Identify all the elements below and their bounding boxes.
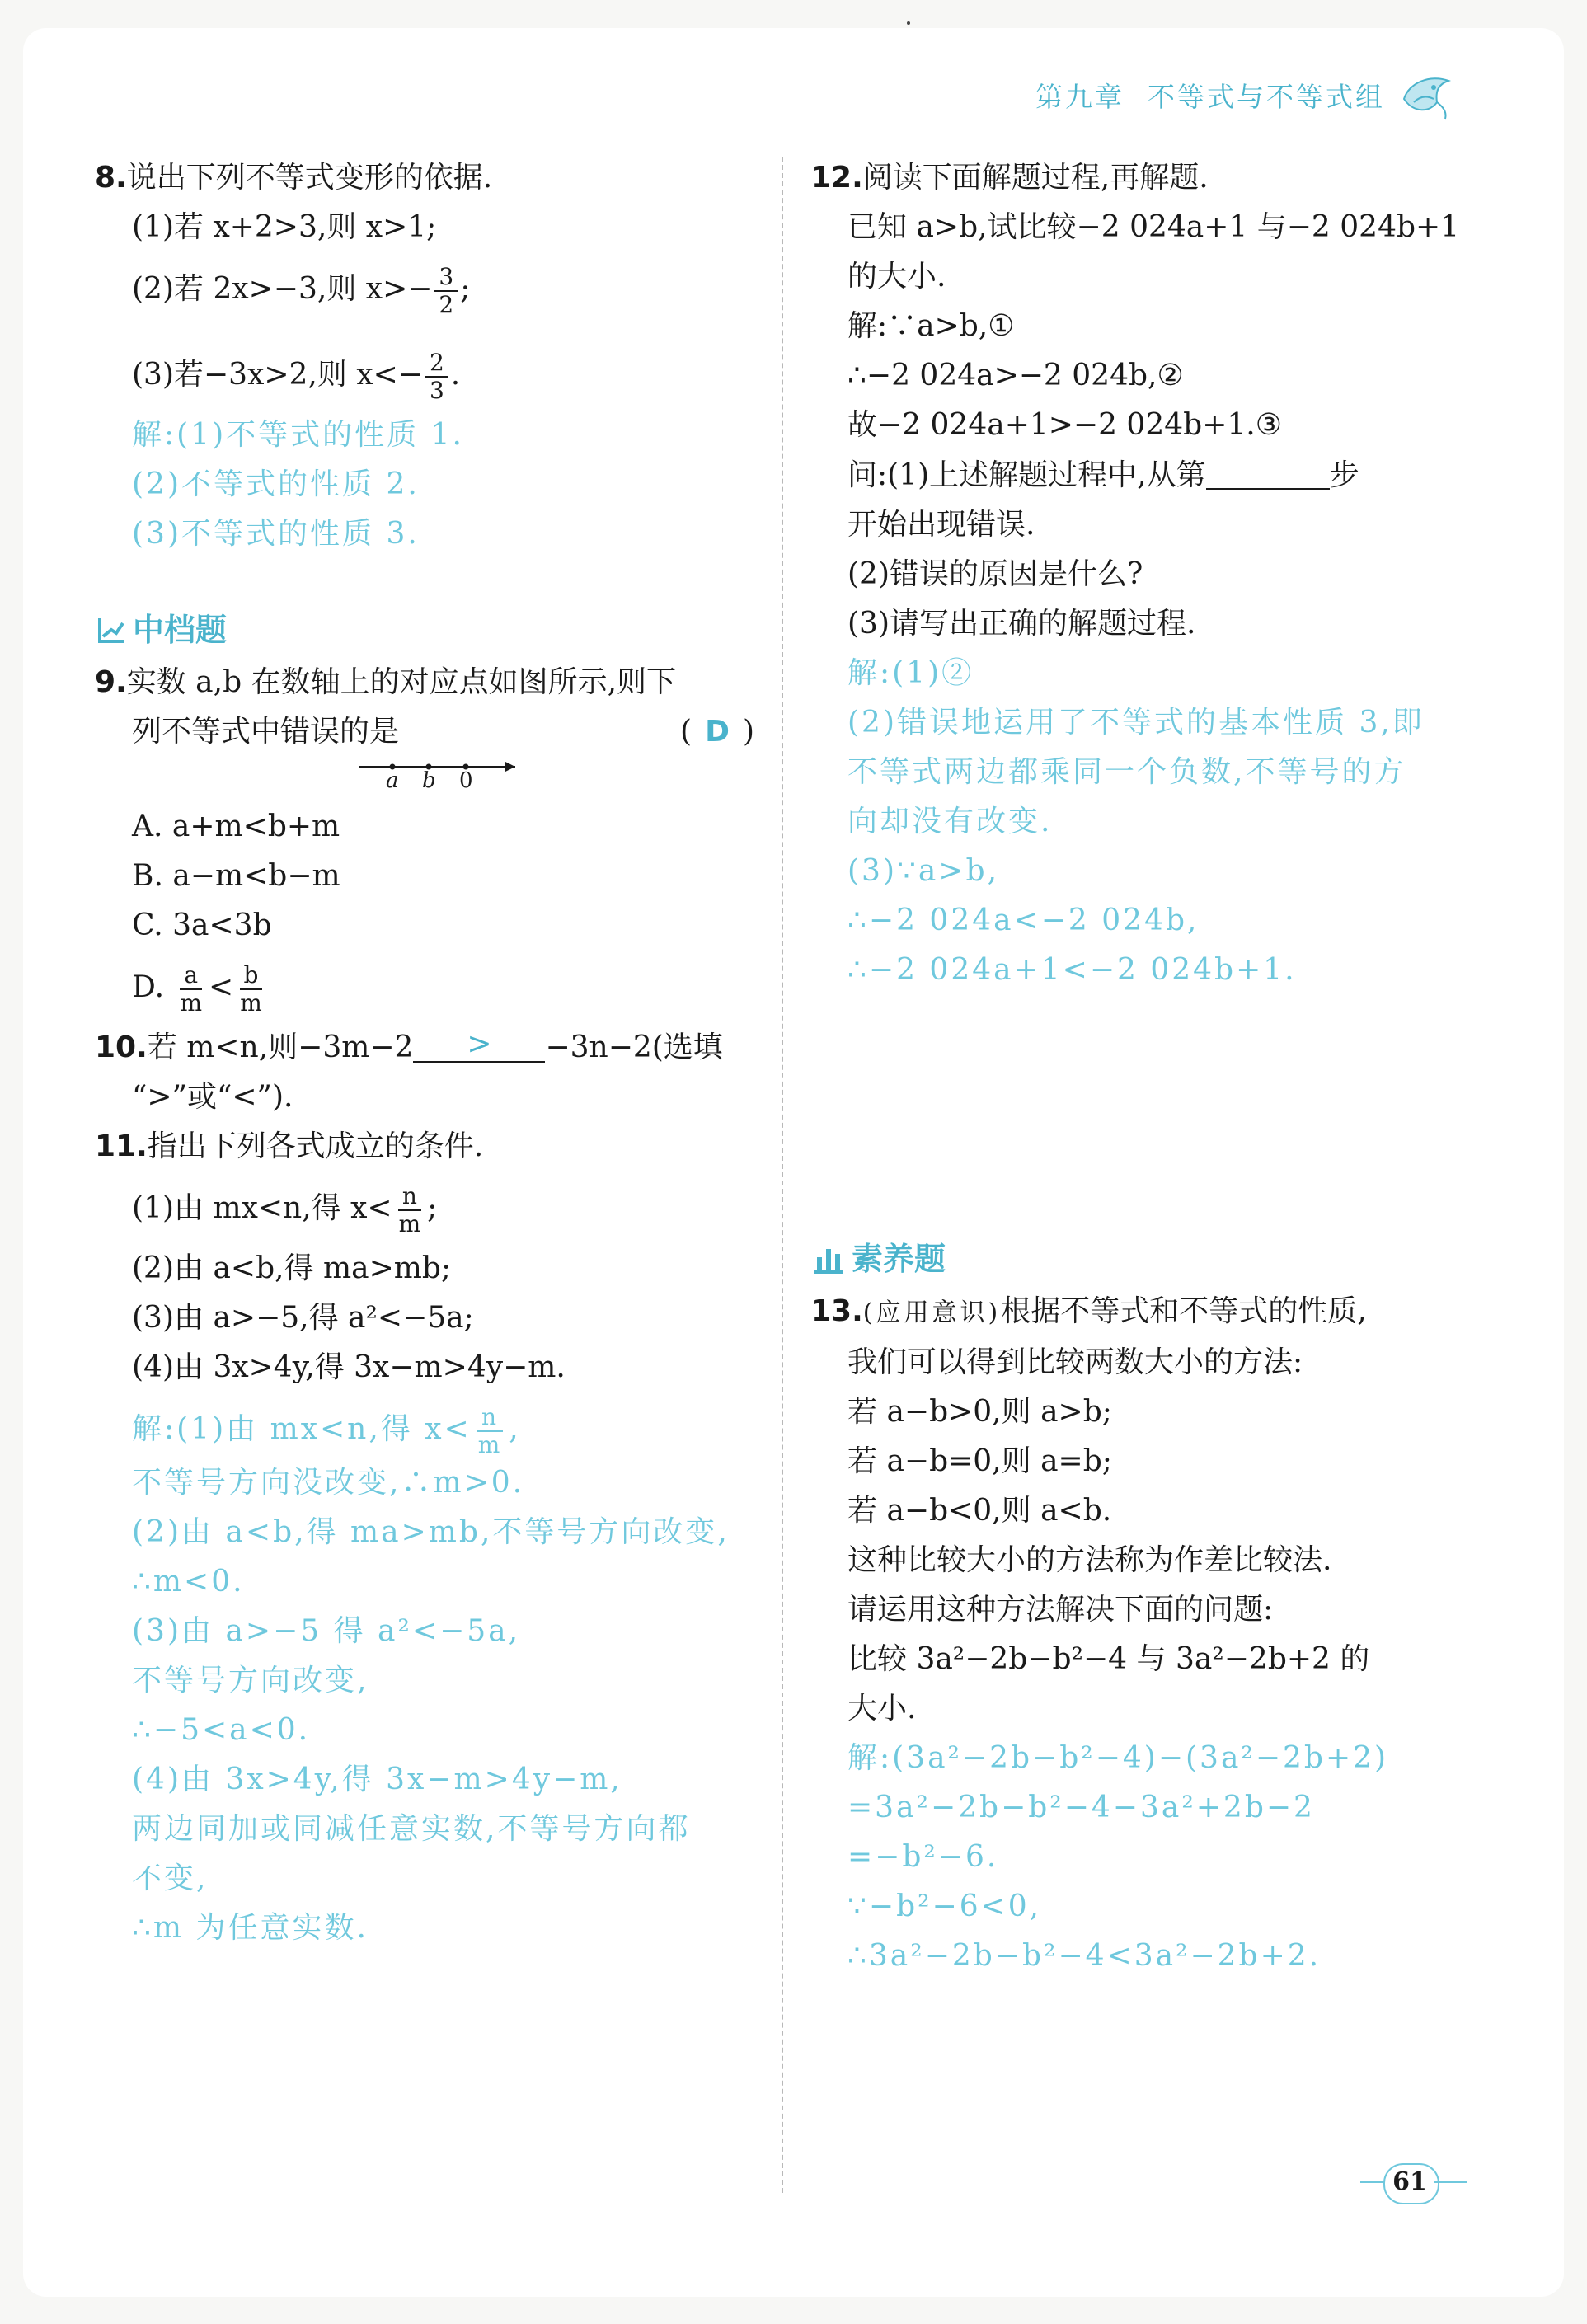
fraction [236,962,266,1016]
chart-line-icon [95,613,128,646]
section-title-mid: 中档题 [133,612,228,648]
q9-option-a: A. a+m<b+m [132,810,340,843]
q13-line-2: 若 a−b>0,则 a>b; [847,1395,1112,1429]
q8-part1: (1)若 x+2>3,则 x>1; [132,210,437,244]
section-heading-top [810,1234,1470,1284]
fraction [425,350,448,404]
q10-number: 10. [95,1031,148,1064]
fraction [434,264,458,318]
q9-option-d-label: D. [132,970,165,1004]
q11-part1-text: (1)由 mx<n,得 x< [132,1191,392,1225]
q13-line-3: 若 a−b=0,则 a=b; [847,1444,1112,1478]
page-number: 61 [1392,2167,1427,2196]
q11-answer-11: ∴m 为任意实数. [132,1911,369,1945]
q13-answer-5: ∴3a²−2b−b²−4<3a²−2b+2. [847,1939,1322,1973]
q11-answer-6: 不等号方向改变, [132,1664,369,1697]
q11-part1-end: ; [427,1191,438,1225]
fraction-numerator: 3 [434,264,458,292]
q9-answer-bracket [680,707,754,757]
q12-answer-1: 解:(1)② [847,656,974,690]
q11-part1 [95,1183,754,1237]
q8-stem [95,153,754,203]
q10-text-pre: 若 m<n,则−3m−2 [147,1031,414,1064]
q12-step-word: 步 [1329,458,1359,492]
fraction-denominator: m [477,1431,503,1458]
q11-number: 11. [95,1129,148,1163]
q12-blank [1206,455,1330,490]
q11-part4: (4)由 3x>4y,得 3x−m>4y−m. [132,1350,566,1384]
bird-logo-icon [1397,66,1455,124]
q13-text: 根据不等式和不等式的性质, [1001,1294,1367,1328]
q8-part3-end: . [450,358,461,392]
q11-answer-9: 两边同加或同减任意实数,不等号方向都 [132,1812,691,1846]
q8-number: 8. [95,161,127,195]
q13-line-7: 比较 3a²−2b−b²−4 与 3a²−2b+2 的 [847,1642,1370,1676]
q8-part3 [95,350,754,404]
q12-answer-7: ∴−2 024a+1<−2 024b+1. [847,953,1297,987]
q10-answer: > [467,1027,492,1061]
chapter-header [1035,76,1385,115]
right-column [810,153,1470,1981]
chapter-number: 第九章 [1035,81,1125,113]
q11-answer-3: (2)由 a<b,得 ma>mb,不等号方向改变, [132,1515,730,1549]
q11-answer-8: (4)由 3x>4y,得 3x−m>4y−m, [132,1763,622,1796]
q12-answer-4: 向却没有改变. [847,805,1053,838]
q12-line-2: 的大小. [847,260,946,293]
q12-answer-6: ∴−2 024a<−2 024b, [847,904,1200,937]
q11-answer-4: ∴m<0. [132,1565,245,1599]
q9-text-2: 列不等式中错误的是 [132,715,400,749]
q9-number: 9. [95,665,127,699]
q13-line-6: 请运用这种方法解决下面的问题: [847,1593,1274,1627]
axis-label-zero: 0 [459,768,473,793]
q13-line-5: 这种比较大小的方法称为作差比较法. [847,1543,1332,1577]
q12-line-7: 开始出现错误. [847,508,1035,542]
fraction [395,1183,425,1237]
q13-tag: (应用意识) [862,1298,1002,1327]
q11-answer-7: ∴−5<a<0. [132,1713,311,1747]
paren-open: ( [680,715,693,749]
q12-question-text: 问:(1)上述解题过程中,从第 [847,458,1206,492]
fraction-denominator: m [240,989,262,1016]
q12-stem [810,153,1470,203]
q11-answer-5: (3)由 a>−5 得 a²<−5a, [132,1614,521,1648]
fraction [176,962,206,1016]
q9-option-b: B. a−m<b−m [132,859,340,893]
q12-line-9: (3)请写出正确的解题过程. [847,607,1196,641]
q13-line-8: 大小. [847,1692,917,1725]
left-column [95,153,754,1953]
q8-part3-text: (3)若−3x>2,则 x<− [132,358,423,392]
q12-answer-5: (3)∵a>b, [847,854,1000,888]
fraction-numerator: n [477,1404,503,1432]
q13-line-4: 若 a−b<0,则 a<b. [847,1494,1112,1528]
q13-stem [810,1287,1470,1338]
q8-part2 [95,264,754,318]
less-than-sign: < [209,970,234,1004]
q13-answer-2: =3a²−2b−b²−4−3a²+2b−2 [847,1791,1315,1824]
q11-text: 指出下列各式成立的条件. [147,1129,484,1163]
q13-answer-4: ∵−b²−6<0, [847,1890,1042,1923]
axis-label-a: a [386,768,399,793]
q12-line-8: (2)错误的原因是什么? [847,557,1143,591]
fraction-denominator: m [180,989,203,1016]
paren-close: ) [742,715,754,749]
q11-stem [95,1122,754,1171]
q10-text-post: −3n−2(选填 [545,1031,723,1064]
q13-line-1: 我们可以得到比较两数大小的方法: [847,1345,1303,1379]
q11-answer-2: 不等号方向没改变,∴m>0. [132,1466,525,1500]
q8-answer-3: (3)不等式的性质 3. [132,517,420,551]
q11-answer-1 [95,1404,754,1458]
q12-line-6 [810,450,1470,500]
q12-line-5: 故−2 024a+1>−2 024b+1.③ [847,408,1282,442]
q8-answer-1: 解:(1)不等式的性质 1. [132,418,464,452]
q11-answer-1-end: , [509,1412,521,1446]
fraction-denominator: 2 [439,291,454,318]
bar-chart-icon [810,1242,847,1275]
top-dot [907,21,910,25]
fraction-numerator: n [398,1183,421,1211]
axis-label-b: b [422,768,436,793]
q12-answer-2: (2)错误地运用了不等式的基本性质 3,即 [847,706,1425,739]
q9-option-d [95,962,754,1016]
q11-part3: (3)由 a>−5,得 a²<−5a; [132,1301,474,1335]
q11-answer-10: 不变, [132,1862,209,1895]
q12-line-1: 已知 a>b,试比较−2 024a+1 与−2 024b+1 [847,210,1460,244]
q9-answer: D [705,715,730,749]
q8-answer-2: (2)不等式的性质 2. [132,467,420,501]
q13-number: 13. [810,1294,863,1328]
q13-answer-1: 解:(3a²−2b−b²−4)−(3a²−2b+2) [847,1741,1389,1775]
q13-answer-3: =−b²−6. [847,1840,999,1874]
chapter-title: 不等式与不等式组 [1148,81,1385,113]
q9-option-c: C. 3a<3b [132,908,272,942]
q9-stem [95,658,754,707]
q10-stem [95,1023,754,1073]
number-line [95,757,754,802]
fraction-denominator: m [398,1210,421,1237]
q12-answer-3: 不等式两边都乘同一个负数,不等号的方 [847,755,1406,789]
section-title-top: 素养题 [852,1241,946,1277]
q12-line-4: ∴−2 024a>−2 024b,② [847,359,1184,392]
q10-stem-2: “>”或“<”). [132,1080,293,1114]
q8-part2-end: ; [460,272,471,306]
fraction [474,1404,507,1458]
q9-text-1: 实数 a,b 在数轴上的对应点如图所示,则下 [126,665,677,699]
q11-answer-1-text: 解:(1)由 mx<n,得 x< [132,1412,472,1446]
fraction-denominator: 3 [429,377,444,404]
q11-part2: (2)由 a<b,得 ma>mb; [132,1251,452,1285]
fraction-numerator: a [180,962,202,990]
q8-text: 说出下列不等式变形的依据. [126,161,493,195]
fraction-numerator: b [240,962,263,990]
q12-text: 阅读下面解题过程,再解题. [862,161,1209,195]
q12-number: 12. [810,161,863,195]
column-divider [782,157,783,2193]
q10-answer-blank [413,1028,545,1063]
fraction-numerator: 2 [425,350,448,378]
q12-line-3: 解:∵a>b,① [847,309,1015,343]
q8-part2-text: (2)若 2x>−3,则 x>− [132,272,433,306]
q9-stem-2 [95,707,754,757]
section-heading-mid [95,605,754,655]
